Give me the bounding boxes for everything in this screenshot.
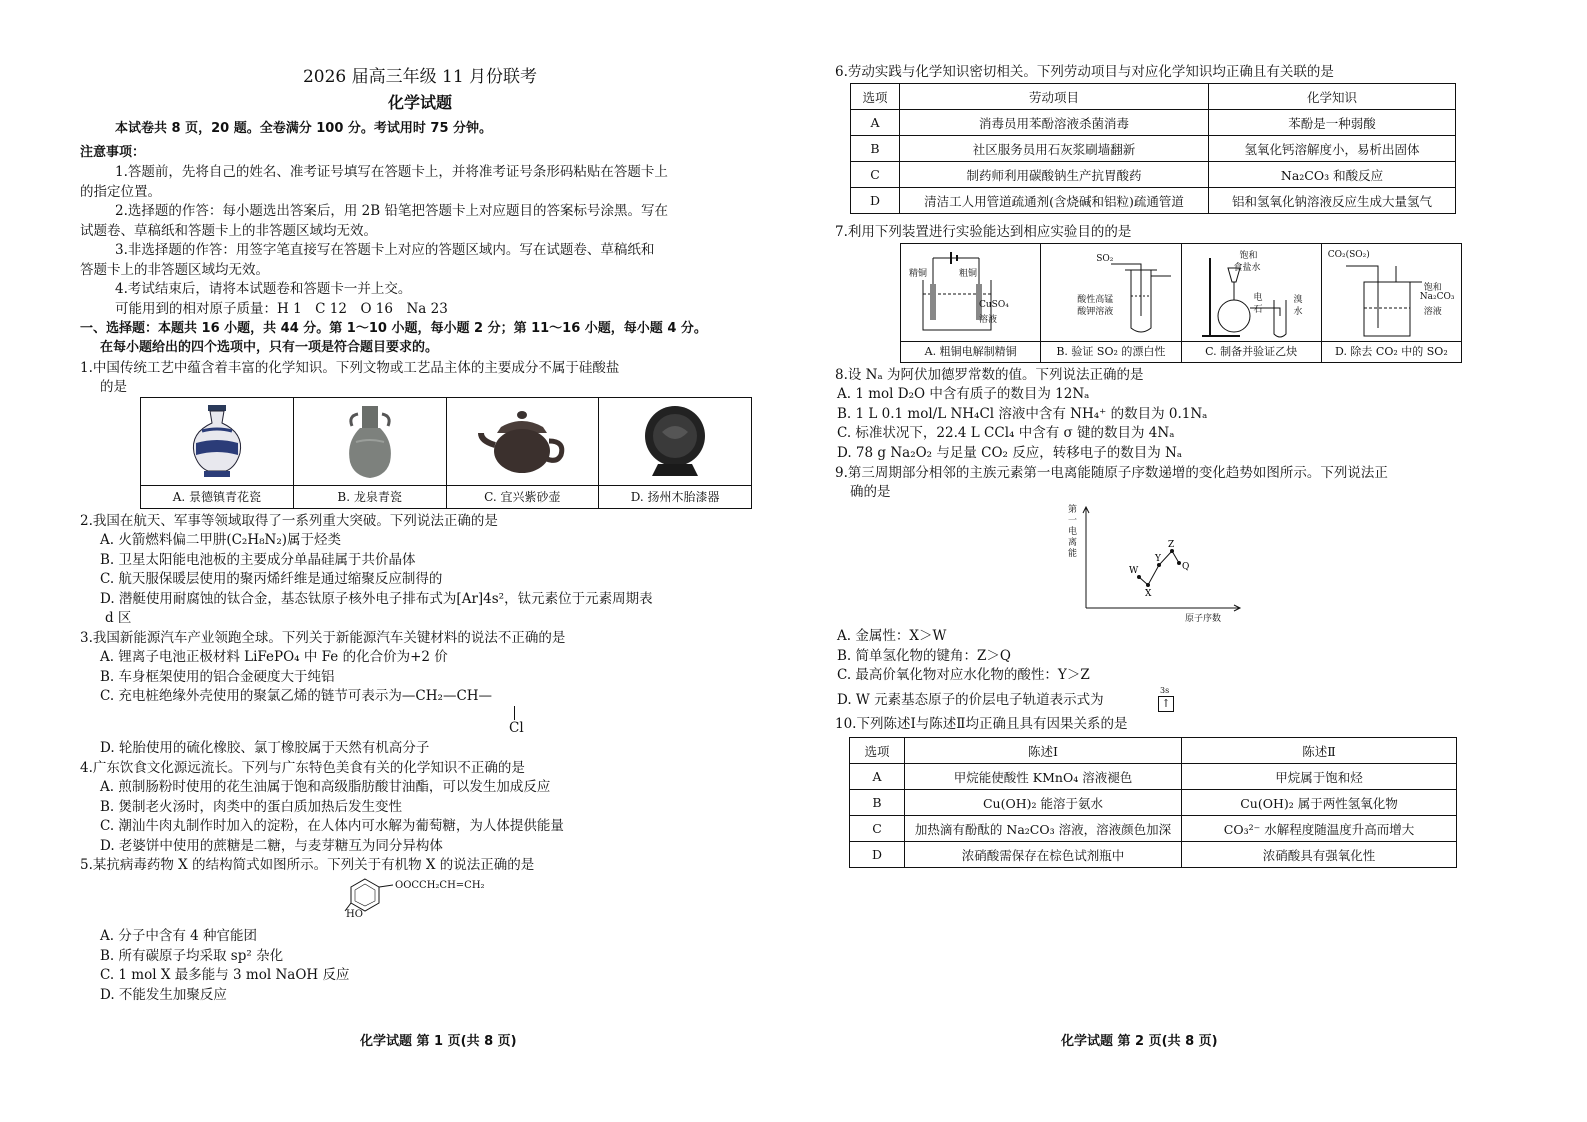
option-cell: [599, 398, 751, 508]
table-cell: 社区服务员用石灰浆刷墙翻新: [900, 136, 1209, 162]
option-cell: [447, 398, 600, 508]
table-row: [850, 842, 1457, 868]
apparatus-cell: [1041, 244, 1181, 362]
table-cell: 苯酚是一种弱酸: [1209, 110, 1456, 136]
benzene-ring-structure: [335, 875, 395, 915]
apparatus-label: 电: [1253, 293, 1263, 303]
question-2-stem: 2.我国在航天、军事等领域取得了一系列重大突破。下列说法正确的是: [80, 513, 498, 529]
question-3-option-d: D. 轮胎使用的硫化橡胶、氯丁橡胶属于天然有机高分子: [100, 740, 430, 756]
table-cell: B: [850, 790, 905, 816]
question-6-stem: 6.劳动实践与化学知识密切相关。下列劳动项目与对应化学知识均正确且有关联的是: [835, 64, 1334, 80]
question-5-option-c: C. 1 mol X 最多能与 3 mol NaOH 反应: [100, 967, 350, 983]
table-cell: 浓硝酸具有强氧化性: [1182, 842, 1457, 868]
question-8-option-a: A. 1 mol D₂O 中含有质子的数目为 12Nₐ: [837, 386, 1090, 402]
ionization-energy-chart: [1080, 505, 1250, 615]
question-3-option-c: C. 充电桩绝缘外壳使用的聚氯乙烯的链节可表示为—CH₂—CH—: [100, 688, 493, 704]
table-cell: 制药师利用碳酸钠生产抗胃酸药: [900, 162, 1209, 188]
apparatus-caption: D. 除去 CO₂ 中的 SO₂: [1322, 341, 1461, 362]
option-caption: D. 扬州木胎漆器: [599, 485, 751, 508]
point-label-w: W: [1129, 566, 1139, 576]
question-9-option-a: A. 金属性：X＞W: [837, 628, 947, 644]
table-cell: Na₂CO₃ 和酸反应: [1209, 162, 1456, 188]
blue-white-vase-icon: [182, 403, 252, 481]
point-q: [1177, 561, 1181, 565]
apparatus-cell: [1322, 244, 1461, 362]
question-4-option-d: D. 老婆饼中使用的蔗糖是二糖，与麦芽糖互为同分异构体: [100, 838, 443, 854]
table-row: [851, 136, 1456, 162]
table-cell: 浓硝酸需保存在棕色试剂瓶中: [905, 842, 1182, 868]
question-8-option-c: C. 标准状况下，22.4 L CCl₄ 中含有 σ 键的数目为 4Nₐ: [837, 425, 1175, 441]
table-cell: 甲烷属于饱和烃: [1182, 764, 1457, 790]
page-footer: 化学试题 第 2 页(共 8 页): [1061, 1034, 1218, 1049]
notice-line: 试题卷、草稿纸和答题卡上的非答题区域均无效。: [80, 223, 377, 239]
apparatus-label: Na₂CO₃: [1419, 292, 1455, 302]
table-header-row: [851, 84, 1456, 110]
table-header: 劳动项目: [900, 84, 1209, 110]
table-row: [851, 162, 1456, 188]
apparatus-cell: [901, 244, 1041, 362]
orbital-label: 3s: [1160, 686, 1170, 695]
table-header: 陈述Ⅰ: [905, 738, 1182, 764]
chart-x-label: 原子序数: [1185, 614, 1222, 624]
exam-page-1: [80, 0, 760, 1122]
question-7-apparatus-table: [900, 243, 1462, 363]
table-cell: D: [851, 188, 900, 214]
question-1-stem: 1.中国传统工艺中蕴含着丰富的化学知识。下列文物或工艺品主体的主要成分不属于硅酸盐: [80, 360, 620, 376]
question-8-option-b: B. 1 L 0.1 mol/L NH₄Cl 溶液中含有 NH₄⁺ 的数目为 0.1Nₐ: [837, 406, 1208, 422]
test-tube-icon: [1111, 256, 1181, 336]
question-2-option-c: C. 航天服保暖层使用的聚丙烯纤维是通过缩聚反应制得的: [100, 571, 443, 587]
table-cell: C: [850, 816, 905, 842]
table-cell: 清洁工人用管道疏通剂(含烧碱和铝粒)疏通管道: [900, 188, 1209, 214]
option-caption: C. 宜兴紫砂壶: [447, 485, 599, 508]
question-1-image-table: [140, 397, 752, 509]
table-header: 选项: [850, 738, 905, 764]
notice-line: 2.选择题的作答：每小题选出答案后，用 2B 铅笔把答题卡上对应题目的答案标号涂黑。写在: [115, 203, 668, 219]
table-cell: 加热滴有酚酞的 Na₂CO₃ 溶液，溶液颜色加深: [905, 816, 1182, 842]
apparatus-label: 溶液: [979, 315, 998, 325]
chlorine-label: Cl: [509, 720, 524, 736]
table-row: [850, 764, 1457, 790]
question-5-option-d: D. 不能发生加聚反应: [100, 987, 227, 1003]
hydroxyl-label: HO: [346, 909, 363, 920]
point-label-x: X: [1145, 589, 1152, 599]
apparatus-label: 酸性高锰: [1077, 295, 1114, 305]
exam-subtitle: 化学试题: [387, 93, 452, 112]
apparatus-label: 粗铜: [959, 269, 978, 279]
apparatus-label: SO₂: [1096, 254, 1114, 264]
point-label-z: Z: [1168, 540, 1175, 550]
question-4-option-b: B. 煲制老火汤时，肉类中的蛋白质加热后发生变性: [100, 799, 403, 815]
notice-line: 的指定位置。: [80, 184, 161, 200]
apparatus-caption: C. 制备并验证乙炔: [1182, 341, 1321, 362]
apparatus-label: 水: [1293, 307, 1303, 317]
table-cell: Cu(OH)₂ 能溶于氨水: [905, 790, 1182, 816]
table-row: [851, 188, 1456, 214]
question-2-option-b: B. 卫星太阳能电池板的主要成分单晶硅属于共价晶体: [100, 552, 416, 568]
question-2-option-a: A. 火箭燃料偏二甲肼(C₂H₈N₂)属于烃类: [100, 532, 342, 548]
question-3-option-a: A. 锂离子电池正极材料 LiFePO₄ 中 Fe 的化合价为+2 价: [100, 649, 448, 665]
apparatus-label: 饱和: [1239, 251, 1258, 261]
apparatus-label: 精铜: [909, 269, 928, 279]
table-row: [851, 110, 1456, 136]
option-cell: [141, 398, 294, 508]
table-cell: 铝和氢氧化钠溶液反应生成大量氢气: [1209, 188, 1456, 214]
question-5-option-b: B. 所有碳原子均采取 sp² 杂化: [100, 948, 284, 964]
apparatus-label: 饱和: [1423, 283, 1442, 293]
table-cell: CO₃²⁻ 水解程度随温度升高而增大: [1182, 816, 1457, 842]
question-2-option-d: D. 潜艇使用耐腐蚀的钛合金，基态钛原子核外电子排布式为[Ar]4s²，钛元素位于元素周期表: [100, 591, 653, 607]
point-label-q: Q: [1182, 562, 1190, 572]
section-heading: 一、选择题：本题共 16 小题，共 44 分。第 1～10 小题，每小题 2 分；第 11～16 小题，每小题 4 分。: [80, 321, 707, 336]
table-header: 陈述Ⅱ: [1182, 738, 1457, 764]
apparatus-label: 石: [1253, 305, 1263, 315]
apparatus-label: 酸钾溶液: [1077, 307, 1114, 317]
option-cell: [294, 398, 447, 508]
notice-line: 4.考试结束后，请将本试题卷和答题卡一并上交。: [115, 281, 412, 297]
question-9-option-b: B. 简单氢化物的键角：Z＞Q: [837, 648, 1011, 664]
exam-page-2: [835, 0, 1485, 1122]
table-cell: 消毒员用苯酚溶液杀菌消毒: [900, 110, 1209, 136]
notice-heading: 注意事项：: [80, 145, 146, 160]
question-7-stem: 7.利用下列装置进行实验能达到相应实验目的的是: [835, 224, 1132, 240]
question-9-stem: 9.第三周期部分相邻的主族元素第一电离能随原子序数递增的变化趋势如图所示。下列说法正: [835, 465, 1388, 481]
question-4-stem: 4.广东饮食文化源远流长。下列与广东特色美食有关的化学知识不正确的是: [80, 760, 525, 776]
section-subheading: 在每小题给出的四个选项中，只有一项是符合题目要求的。: [100, 340, 439, 355]
table-row: [850, 816, 1457, 842]
question-9-option-c: C. 最高价氧化物对应水化物的酸性：Y＞Z: [837, 667, 1090, 683]
question-6-table: [850, 83, 1456, 214]
question-5-stem: 5.某抗病毒药物 X 的结构简式如图所示。下列关于有机物 X 的说法正确的是: [80, 857, 535, 873]
question-8-stem: 8.设 Nₐ 为阿伏加德罗常数的值。下列说法正确的是: [835, 367, 1144, 383]
question-5-option-a: A. 分子中含有 4 种官能团: [100, 928, 258, 944]
notice-line: 1.答题前，先将自己的姓名、准考证号填写在答题卡上，并将准考证号条形码粘贴在答题卡上: [115, 164, 668, 180]
question-3-stem: 3.我国新能源汽车产业领跑全球。下列关于新能源汽车关键材料的说法不正确的是: [80, 630, 566, 646]
table-cell: D: [850, 842, 905, 868]
option-caption: B. 龙泉青瓷: [294, 485, 446, 508]
question-1-stem-cont: 的是: [100, 379, 127, 395]
question-2-option-d-cont: d 区: [105, 610, 132, 626]
clay-teapot-icon: [477, 407, 567, 477]
gas-washing-bottle-icon: [1342, 258, 1432, 338]
table-header: 选项: [851, 84, 900, 110]
page-footer: 化学试题 第 1 页(共 8 页): [360, 1034, 517, 1049]
table-cell: Cu(OH)₂ 属于两性氢氧化物: [1182, 790, 1457, 816]
table-header: 化学知识: [1209, 84, 1456, 110]
question-10-stem: 10.下列陈述Ⅰ与陈述Ⅱ均正确且具有因果关系的是: [835, 716, 1128, 732]
apparatus-caption: B. 验证 SO₂ 的漂白性: [1041, 341, 1180, 362]
question-9-option-d: D. W 元素基态原子的价层电子轨道表示式为: [837, 692, 1104, 708]
question-9-stem-cont: 确的是: [850, 484, 891, 500]
question-4-option-c: C. 潮汕牛肉丸制作时加入的淀粉，在人体内可水解为葡萄糖，为人体提供能量: [100, 818, 564, 834]
lacquer-plate-icon: [640, 402, 710, 482]
orbital-box-icon: ↑: [1158, 696, 1174, 712]
question-10-table: [849, 737, 1457, 868]
table-cell: A: [851, 110, 900, 136]
table-row: [850, 790, 1457, 816]
table-cell: 甲烷能使酸性 KMnO₄ 溶液褪色: [905, 764, 1182, 790]
chart-y-label: 第一电离能: [1068, 505, 1078, 559]
apparatus-caption: A. 粗铜电解制精铜: [901, 341, 1040, 362]
apparatus-label: 溶液: [1423, 307, 1442, 317]
table-cell: A: [850, 764, 905, 790]
question-3-option-b: B. 车身框架使用的铝合金硬度大于纯铝: [100, 669, 335, 685]
table-header-row: [850, 738, 1457, 764]
apparatus-label: CO₂(SO₂): [1327, 250, 1370, 260]
exam-title: 2026 届高三年级 11 月份联考: [302, 67, 538, 87]
celadon-vase-icon: [340, 402, 400, 482]
notice-line: 答题卡上的非答题区域均无效。: [80, 262, 269, 278]
apparatus-label: 食盐水: [1233, 263, 1261, 273]
question-4-option-a: A. 煎制肠粉时使用的花生油属于饱和高级脂肪酸甘油酯，可以发生加成反应: [100, 779, 551, 795]
atomic-mass-line: 可能用到的相对原子质量：H 1 C 12 O 16 Na 23: [115, 301, 448, 317]
apparatus-label: CuSO₄: [979, 300, 1009, 310]
apparatus-label: 溴: [1293, 295, 1303, 305]
question-8-option-d: D. 78 g Na₂O₂ 与足量 CO₂ 反应，转移电子的数目为 Nₐ: [837, 445, 1183, 461]
option-caption: A. 景德镇青花瓷: [141, 485, 293, 508]
table-cell: C: [851, 162, 900, 188]
exam-intro: 本试卷共 8 页，20 题。全卷满分 100 分。考试用时 75 分钟。: [115, 121, 493, 136]
point-label-y: Y: [1155, 554, 1161, 564]
notice-line: 3.非选择题的作答：用签字笔直接写在答题卡上对应的答题区域内。写在试题卷、草稿纸和: [115, 242, 655, 258]
apparatus-cell: [1182, 244, 1322, 362]
ester-group-label: OOCCH₂CH=CH₂: [395, 880, 485, 891]
table-cell: B: [851, 136, 900, 162]
point-x: [1146, 583, 1150, 587]
table-cell: 氢氧化钙溶解度小，易析出固体: [1209, 136, 1456, 162]
